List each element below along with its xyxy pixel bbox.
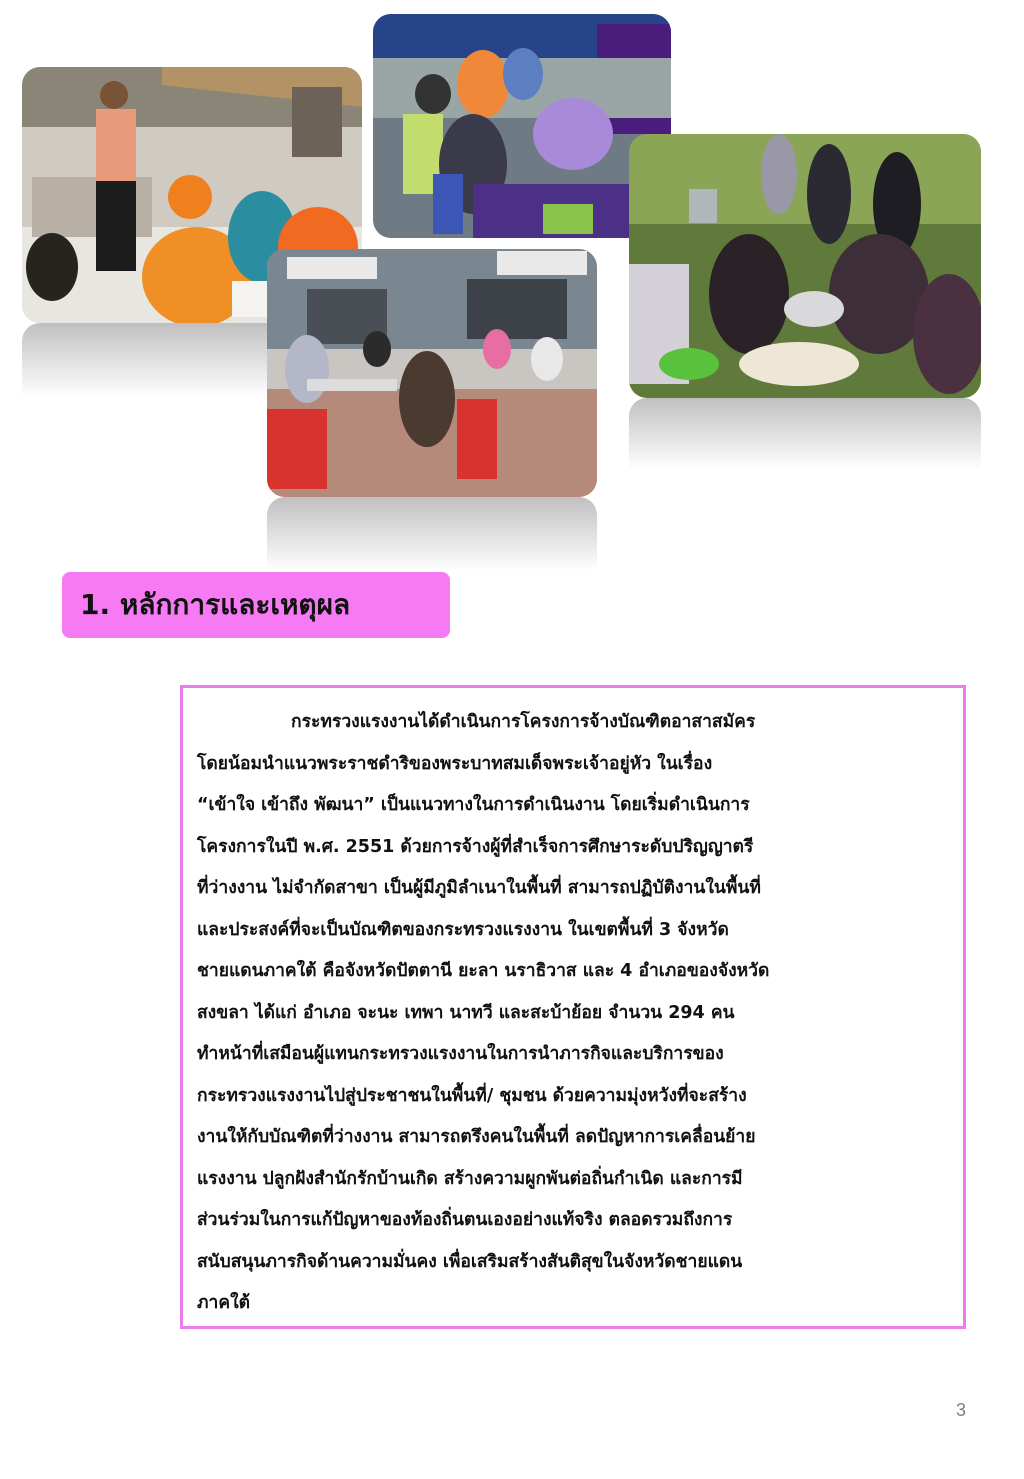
photo-meeting-group (267, 249, 597, 571)
paragraph-line: งานให้กับบัณฑิตที่ว่างงาน สามารถตรึงคนในพื้นที่ ลดปัญหาการเคลื่อนย้าย (197, 1127, 756, 1147)
paragraph-line: สงขลา ได้แก่ อำเภอ จะนะ เทพา นาทวี และสะบ้าย้อย จำนวน 294 คน (197, 1002, 735, 1023)
page-number: 3 (955, 1400, 966, 1420)
body-text-box (180, 685, 966, 1329)
paragraph-line: ที่ว่างงาน ไม่จำกัดสาขา เป็นผู้มีภูมิลำเนาในพื้นที่ สามารถปฏิบัติงานในพื้นที่ (197, 878, 761, 898)
paragraph-line: โดยน้อมนำแนวพระราชดำริของพระบาทสมเด็จพระเจ้าอยู่หัว ในเรื่อง (197, 753, 713, 774)
paragraph-line: ส่วนร่วมในการแก้ปัญหาของท้องถิ่นตนเองอย่างแท้จริง ตลอดรวมถึงการ (197, 1210, 733, 1230)
photo-registration-table (373, 14, 671, 238)
photo-meeting-room (267, 249, 597, 497)
paragraph-line: “เข้าใจ เข้าถึง พัฒนา” เป็นแนวทางในการดำเนินงาน โดยเริ่มดำเนินการ (197, 795, 750, 815)
photo-cooking-activity (629, 134, 981, 398)
paragraph-line: ภาคใต้ (197, 1293, 250, 1313)
photo-reflection (267, 497, 597, 571)
paragraph-line: โครงการในปี พ.ศ. 2551 ด้วยการจ้างผู้ที่สำเร็จการศึกษาระดับปริญญาตรี (197, 836, 754, 857)
photo-reflection (629, 398, 981, 470)
paragraph-line: ชายแดนภาคใต้ คือจังหวัดปัตตานี ยะลา นราธิวาส และ 4 อำเภอของจังหวัด (197, 961, 770, 981)
paragraph-line: ทำหน้าที่เสมือนผู้แทนกระทรวงแรงงานในการนำภารกิจและบริการของ (197, 1044, 724, 1064)
section-heading (62, 572, 450, 638)
photo-cooking-group (629, 134, 981, 470)
section-title: 1. หลักการและเหตุผล (80, 588, 351, 621)
paragraph-line: กระทรวงแรงงานได้ดำเนินการโครงการจ้างบัณฑิตอาสาสมัคร (291, 712, 756, 732)
photo-registration-group (373, 14, 671, 238)
paragraph-line: และประสงค์ที่จะเป็นบัณฑิตของกระทรวงแรงงาน ในเขตพื้นที่ 3 จังหวัด (197, 919, 729, 940)
paragraph-line: กระทรวงแรงงานไปสู่ประชาชนในพื้นที่/ ชุมชน ด้วยความมุ่งหวังที่จะสร้าง (197, 1085, 747, 1106)
paragraph-line: แรงงาน ปลูกฝังสำนักรักบ้านเกิด สร้างความผูกพันต่อถิ่นกำเนิด และการมี (197, 1168, 743, 1189)
paragraph-line: สนับสนุนภารกิจด้านความมั่นคง เพื่อเสริมสร้างสันติสุขในจังหวัดชายแดน (197, 1251, 743, 1272)
